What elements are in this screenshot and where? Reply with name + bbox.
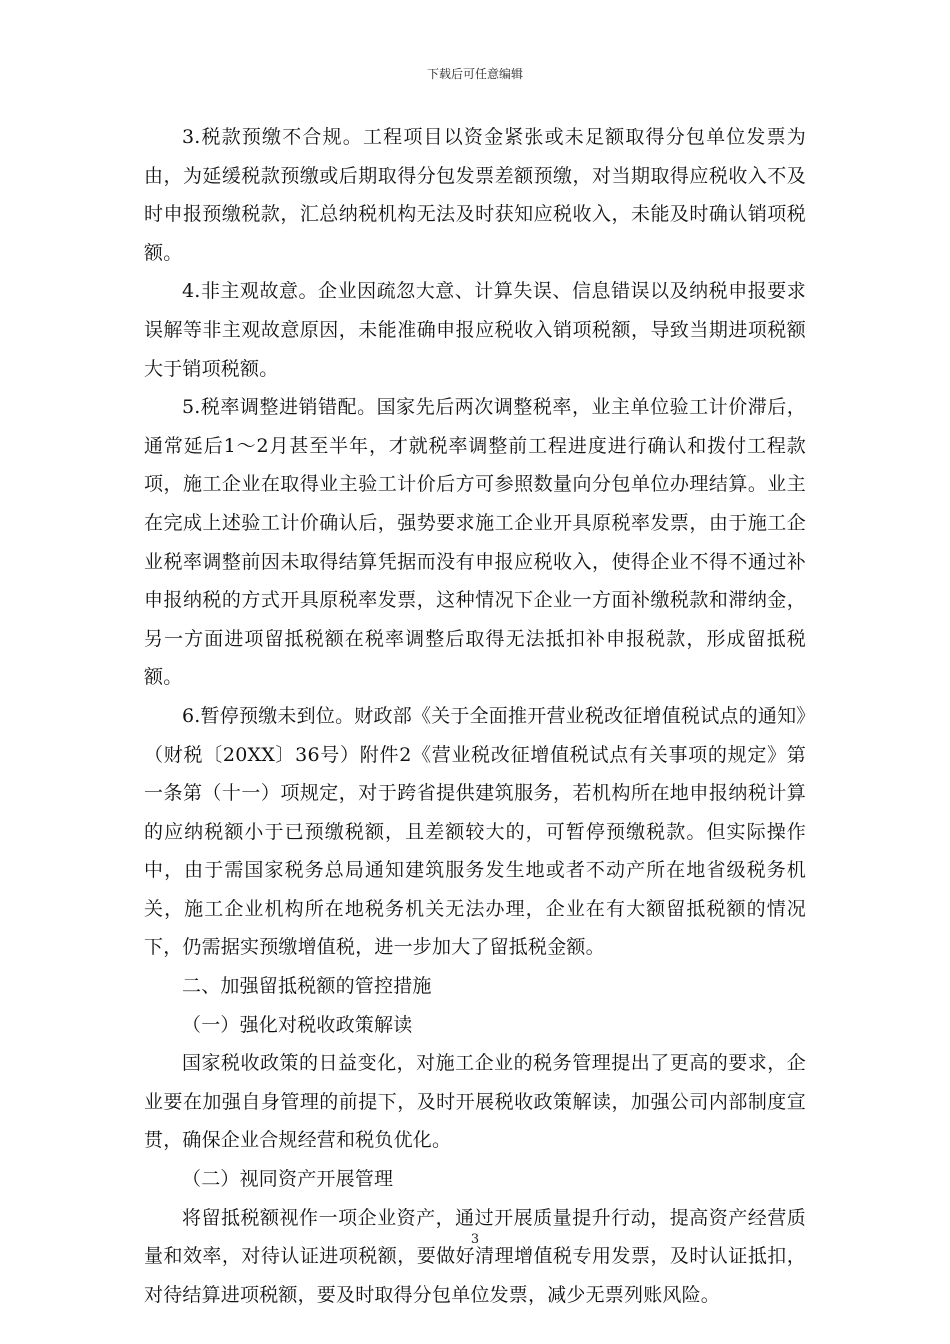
paragraph-suspended-prepayment: 6.暂停预缴未到位。财政部《关于全面推开营业税改征增值税试点的通知》（财税〔20XX〕36号）附件2《营业税改征增值税试点有关事项的规定》第一条第（十一）项规定，对于跨省提供建筑服务，若机构所在地申报纳税计算的应纳税额小于已预缴税额，且差额较大的，可暂停预缴税款。但实际操作中，由于需国家税务总局通知建筑服务发生地或者不动产所在地省级税务机关，施工企业机构所在地税务机关无法办理，企业在有大额留抵税额的情况下，仍需据实预缴增值税，进一步加大了留抵税金额。 (144, 704, 806, 959)
page-header: 下载后可任意编辑 (426, 67, 523, 81)
paragraph-unintentional: 4.非主观故意。企业因疏忽大意、计算失误、信息错误以及纳税申报要求误解等非主观故意原因，未能准确申报应税收入销项税额，导致当期进项税额大于销项税额。 (144, 280, 806, 380)
subheading-asset-management: （二）视同资产开展管理 (182, 1168, 394, 1191)
paragraph-policy-interpretation: 国家税收政策的日益变化，对施工企业的税务管理提出了更高的要求，企业要在加强自身管理的前提下，及时开展税收政策解读，加强公司内部制度宣贯，确保企业合规经营和税负优化。 (144, 1052, 806, 1152)
paragraph-tax-rate-mismatch: 5.税率调整进销错配。国家先后两次调整税率，业主单位验工计价滞后，通常延后1～2月甚至半年，才就税率调整前工程进度进行确认和拨付工程款项，施工企业在取得业主验工计价后方可参照数量向分包单位办理结算。业主在完成上述验工计价确认后，强势要求施工企业开具原税率发票，由于施工企业税率调整前因未取得结算凭据而没有申报应税收入，使得企业不得不通过补申报纳税的方式开具原税率发票，这种情况下企业一方面补缴税款和滞纳金，另一方面进项留抵税额在税率调整后取得无法抵扣补申报税款，形成留抵税额。 (144, 396, 806, 689)
document-body (144, 118, 806, 1314)
subheading-policy-interpretation: （一）强化对税收政策解读 (182, 1013, 413, 1036)
section-heading-control-measures: 二、加强留抵税额的管控措施 (182, 975, 432, 998)
paragraph-asset-management: 将留抵税额视作一项企业资产，通过开展质量提升行动，提高资产经营质量和效率，对待认证进项税额，要做好清理增值税专用发票，及时认证抵扣，对待结算进项税额，要及时取得分包单位发票，减少无票列账风险。 (144, 1206, 806, 1306)
paragraph-tax-prepayment: 3.税款预缴不合规。工程项目以资金紧张或未足额取得分包单位发票为由，为延缓税款预缴或后期取得分包发票差额预缴，对当期取得应税收入不及时申报预缴税款，汇总纳税机构无法及时获知应税收入，未能及时确认销项税额。 (144, 126, 806, 264)
page-number: 3 (470, 1232, 480, 1247)
